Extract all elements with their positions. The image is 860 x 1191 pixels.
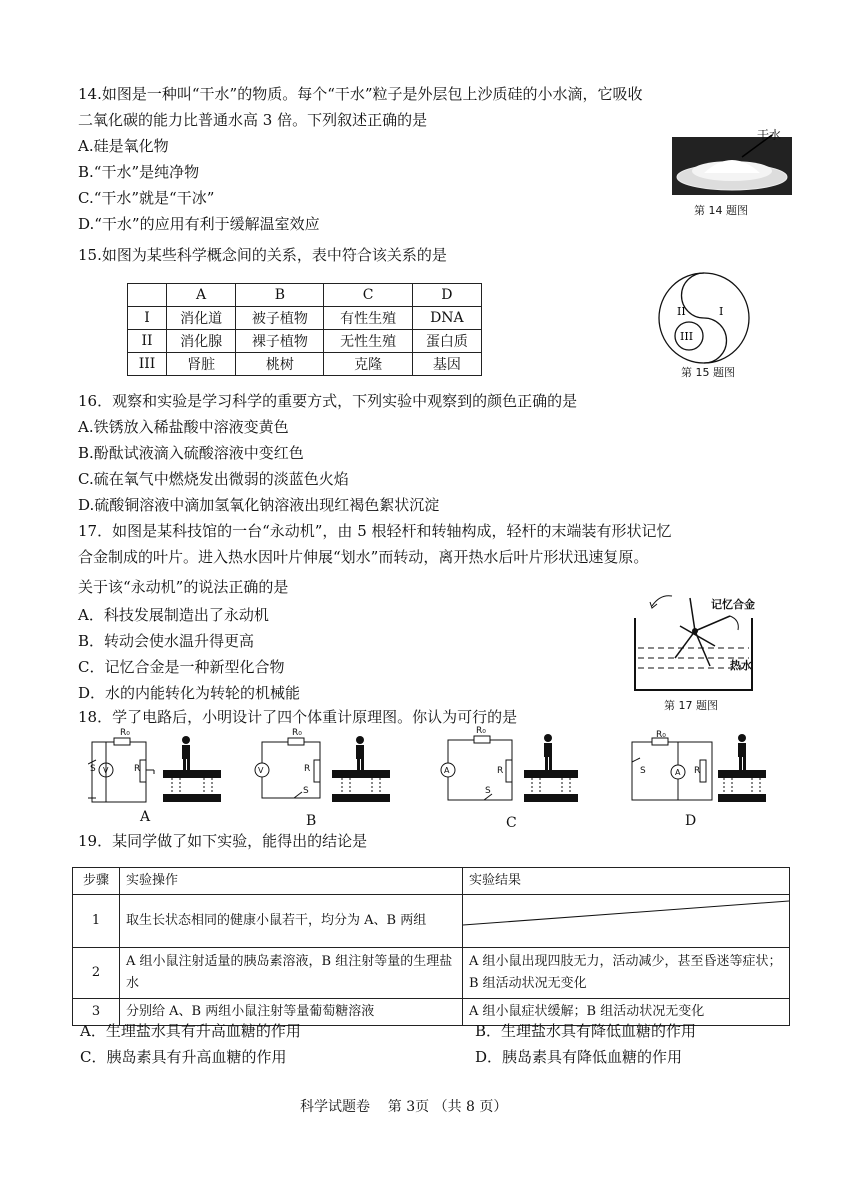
table-row — [128, 284, 482, 307]
table-cell: 被子植物 — [236, 307, 324, 330]
q15-table — [127, 283, 482, 376]
table-cell: 取生长状态相同的健康小鼠若干，均分为 A、B 两组 — [120, 895, 463, 948]
table-cell: A 组小鼠症状缓解；B 组活动状况无变化 — [463, 999, 790, 1026]
q14-option-d: D.“干水”的应用有利于缓解温室效应 — [78, 215, 320, 233]
table-header-cell: C — [324, 284, 412, 307]
diagram-label-iii: III — [680, 330, 694, 343]
label-s-a: S — [90, 764, 96, 774]
q14-option-c: C.“干水”就是“干冰” — [78, 189, 215, 207]
table-cell: 分别给 A、B 两组小鼠注射等量葡萄糖溶液 — [120, 999, 463, 1026]
table-cell: 基因 — [412, 353, 481, 376]
q17-option-d: D．水的内能转化为转轮的机械能 — [78, 684, 301, 702]
label-r-c: R — [497, 766, 504, 776]
label-r0-c: R₀ — [476, 726, 486, 736]
table-header-cell: A — [167, 284, 236, 307]
table-header-cell: 实验操作 — [120, 868, 463, 895]
table-header-cell — [128, 284, 167, 307]
table-header-cell: B — [236, 284, 324, 307]
q14-stem-line2: 二氧化碳的能力比普通水高 3 倍。下列叙述正确的是 — [78, 111, 428, 129]
label-a-d: A — [675, 768, 681, 777]
q17-option-c: C．记忆合金是一种新型化合物 — [78, 658, 285, 676]
table-cell: A 组小鼠出现四肢无力，活动减少，甚至昏迷等症状；B 组活动状况无变化 — [463, 948, 790, 999]
table-row — [128, 330, 482, 353]
circuit-diagram-a — [88, 734, 228, 808]
table-cell: 蛋白质 — [412, 330, 481, 353]
diagram-label-ii: II — [677, 305, 686, 318]
label-a-c: A — [444, 766, 450, 775]
label-r-d: R — [694, 766, 701, 776]
q17-option-b: B．转动会使水温升得更高 — [78, 632, 255, 650]
q19-option-a: A．生理盐水具有升高血糖的作用 — [80, 1022, 301, 1040]
q19-option-c: C．胰岛素具有升高血糖的作用 — [80, 1048, 287, 1066]
q17-fig-label-water: 热水 — [730, 659, 752, 672]
q14-option-b: B.“干水”是纯净物 — [78, 163, 200, 181]
table-cell: A 组小鼠注射适量的胰岛素溶液，B 组注射等量的生理盐水 — [120, 948, 463, 999]
table-row — [73, 948, 790, 999]
q19-option-d: D．胰岛素具有降低血糖的作用 — [475, 1048, 683, 1066]
table-cell: DNA — [412, 307, 481, 330]
circuit-label-c: C — [506, 815, 517, 831]
table-row — [73, 895, 790, 948]
empty-result-cell — [463, 895, 790, 948]
table-cell: 消化腺 — [167, 330, 236, 353]
table-cell: 消化道 — [167, 307, 236, 330]
q14-option-a: A.硅是氧化物 — [78, 137, 169, 155]
label-r0-a: R₀ — [120, 728, 130, 738]
label-s-d: S — [640, 766, 646, 776]
diagram-label-i: I — [719, 305, 724, 318]
label-r0-d: R₀ — [656, 730, 666, 740]
label-v-a: V — [103, 766, 109, 775]
table-cell: I — [128, 307, 167, 330]
table-row — [73, 868, 790, 895]
q17-stem-line1: 17．如图是某科技馆的一台“永动机”，由 5 根轻杆和转轴构成，轻杆的末端装有形状记忆 — [78, 522, 672, 540]
table-row — [128, 307, 482, 330]
q18-stem: 18．学了电路后，小明设计了四个体重计原理图。你认为可行的是 — [78, 708, 518, 726]
circuit-label-a: A — [140, 809, 151, 825]
table-header-cell: 实验结果 — [463, 868, 790, 895]
q15-fig-caption: 第 15 题图 — [681, 366, 735, 379]
table-row — [128, 353, 482, 376]
label-v-b: V — [258, 766, 264, 775]
table-cell: 1 — [73, 895, 120, 948]
table-cell: 2 — [73, 948, 120, 999]
q16-stem: 16．观察和实验是学习科学的重要方式，下列实验中观察到的颜色正确的是 — [78, 392, 578, 410]
table-cell: 克隆 — [324, 353, 412, 376]
table-cell: 裸子植物 — [236, 330, 324, 353]
q19-stem: 19．某同学做了如下实验，能得出的结论是 — [78, 832, 368, 850]
q17-fig-label-alloy: 记忆合金 — [711, 598, 755, 611]
q16-option-c: C.硫在氧气中燃烧发出微弱的淡蓝色火焰 — [78, 470, 349, 488]
q16-option-d: D.硫酸铜溶液中滴加氢氧化钠溶液出现红褐色絮状沉淀 — [78, 496, 440, 514]
q14-fig-label: 干水 — [757, 128, 782, 142]
q17-option-a: A．科技发展制造出了永动机 — [78, 606, 269, 624]
table-cell: 有性生殖 — [324, 307, 412, 330]
label-r-a: R — [134, 764, 141, 774]
q14-fig-caption: 第 14 题图 — [694, 204, 748, 217]
table-cell: 肾脏 — [167, 353, 236, 376]
label-s-c: S — [485, 786, 491, 796]
table-cell: II — [128, 330, 167, 353]
q19-table — [72, 867, 790, 1026]
table-cell: 桃树 — [236, 353, 324, 376]
q15-stem: 15.如图为某些科学概念间的关系，表中符合该关系的是 — [78, 246, 447, 264]
circuit-label-d: D — [685, 813, 697, 829]
label-s-b: S — [303, 786, 309, 796]
table-cell: 无性生殖 — [324, 330, 412, 353]
page-footer: 科学试题卷 第 3页 （共 8 页） — [300, 1099, 508, 1115]
circuit-diagram-c — [440, 730, 582, 806]
circuit-label-b: B — [306, 813, 317, 829]
diagonal-slash — [463, 895, 789, 939]
table-header-cell: D — [412, 284, 481, 307]
q16-option-a: A.铁锈放入稀盐酸中溶液变黄色 — [78, 418, 289, 436]
q17-stem-line2: 合金制成的叶片。进入热水因叶片伸展“划水”而转动，离开热水后叶片形状迅速复原。 — [78, 548, 649, 566]
label-r-b: R — [304, 764, 311, 774]
q14-stem-line1: 14.如图是一种叫“干水”的物质。每个“干水”粒子是外层包上沙质硅的小水滴，它吸收 — [78, 85, 643, 103]
q17-fig-caption: 第 17 题图 — [664, 699, 718, 712]
label-r0-b: R₀ — [292, 728, 302, 738]
table-cell: 3 — [73, 999, 120, 1026]
q16-option-b: B.酚酞试液滴入硫酸溶液中变红色 — [78, 444, 304, 462]
concept-relation-diagram — [657, 271, 751, 365]
q17-stem-line3: 关于该“永动机”的说法正确的是 — [78, 578, 289, 596]
q19-option-b: B．生理盐水具有降低血糖的作用 — [475, 1022, 697, 1040]
table-header-cell: 步骤 — [73, 868, 120, 895]
circuit-diagram-b — [254, 734, 396, 808]
table-cell: III — [128, 353, 167, 376]
